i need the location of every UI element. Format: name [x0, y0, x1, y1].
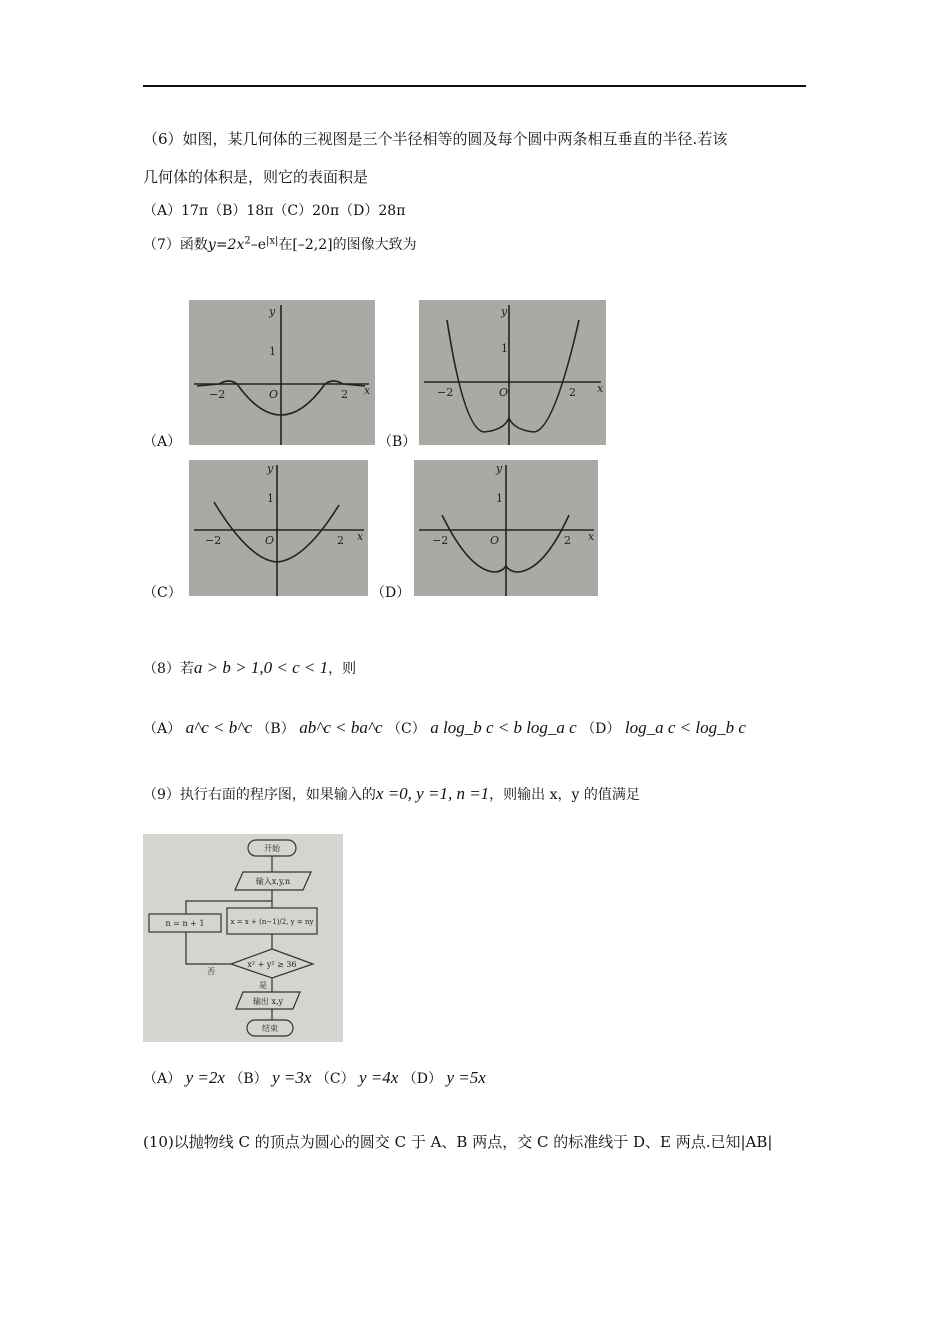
q6-line1: （6）如图，某几何体的三视图是三个半径相等的圆及每个圆中两条相互垂直的半径.若该	[143, 130, 728, 148]
q7-suffix: 在[–2,2]的图像大致为	[278, 237, 417, 253]
q6-options: （A）17π（B）18π（C）20π（D）28π	[143, 203, 406, 219]
q8-condition: a > b > 1,0 < c < 1	[193, 658, 329, 677]
q8-opt-c-label: （C）	[387, 721, 426, 737]
axis-x-label: x	[357, 530, 364, 543]
flow-update: x = x + (n−1)/2, y = ny	[230, 918, 314, 926]
origin-label: O	[490, 534, 500, 547]
q8-stem	[143, 658, 356, 678]
tick-2: 2	[569, 386, 576, 399]
q9-opt-a: y =2x	[185, 1068, 225, 1087]
q8-opt-c: a log_b c < b log_a c	[430, 718, 577, 737]
q7-prefix: （7）函数	[143, 237, 208, 253]
q10-stem: (10)以抛物线 C 的顶点为圆心的圆交 C 于 A、B 两点，交 C 的标准线于 D、E 两点.已知|AB|	[143, 1133, 773, 1151]
q7-exp1: 2	[244, 235, 251, 247]
q8-prefix: （8）若	[143, 661, 194, 677]
tick-2: 2	[564, 534, 571, 547]
axis-x-label: x	[588, 530, 595, 543]
flow-condition: x² + y² ≥ 36	[247, 960, 297, 969]
graph-b	[419, 300, 606, 445]
axis-y-label: y	[496, 462, 503, 475]
origin-label: O	[265, 534, 275, 547]
q9-opt-b: y =3x	[272, 1068, 312, 1087]
q8-opt-a: a^c < b^c	[185, 718, 252, 737]
q8-options	[143, 718, 746, 738]
tick-2: 2	[337, 534, 344, 547]
q8-opt-b: ab^c < ba^c	[299, 718, 383, 737]
q7-stem	[143, 234, 417, 254]
tick-neg2: −2	[205, 534, 222, 547]
q9-values: x =0, y =1, n =1	[375, 784, 490, 803]
q9-opt-a-label: （A）	[143, 1071, 182, 1087]
graph-c	[189, 460, 368, 596]
q7-func: y=2x	[207, 237, 245, 253]
q6-line2: 几何体的体积是，则它的表面积是	[143, 168, 369, 186]
q9-stem	[143, 784, 640, 804]
flow-start: 开始	[264, 844, 280, 853]
flow-output: 输出 x,y	[252, 997, 284, 1006]
tick-1: 1	[501, 342, 508, 355]
q9-suffix: ，则输出 x，y 的值满足	[489, 787, 640, 803]
axis-y-label: y	[269, 305, 276, 318]
q9-opt-c-label: （C）	[315, 1071, 355, 1087]
flow-yes: 是	[259, 981, 267, 990]
flow-no: 否	[207, 967, 215, 976]
q9-opt-b-label: （B）	[229, 1071, 268, 1087]
q9-opt-d: y =5x	[446, 1068, 486, 1087]
q9-prefix: （9）执行右面的程序图，如果输入的	[143, 787, 376, 803]
graph-a	[189, 300, 375, 445]
q8-opt-d-label: （D）	[581, 721, 621, 737]
origin-label: O	[269, 388, 279, 401]
graph-label-c: （C）	[143, 585, 182, 601]
q9-options	[143, 1068, 486, 1088]
q8-opt-a-label: （A）	[143, 721, 182, 737]
flow-end: 结束	[262, 1024, 278, 1033]
q8-suffix: ，则	[328, 661, 357, 677]
axis-x-label: x	[597, 382, 604, 395]
axis-y-label: y	[267, 462, 274, 475]
q7-mid: –e	[250, 237, 267, 253]
axis-y-label: y	[501, 305, 508, 318]
graph-label-b: （B）	[378, 434, 417, 450]
graph-label-a: （A）	[143, 434, 182, 450]
tick-neg2: −2	[432, 534, 449, 547]
tick-2: 2	[341, 388, 348, 401]
axis-x-label: x	[364, 384, 371, 397]
q8-opt-d: log_a c < log_b c	[624, 718, 746, 737]
tick-neg2: −2	[437, 386, 454, 399]
q9-opt-d-label: （D）	[402, 1071, 443, 1087]
q9-opt-c: y =4x	[359, 1068, 399, 1087]
graph-label-d: （D）	[371, 585, 411, 601]
tick-1: 1	[267, 492, 274, 505]
q7-exp2: |x|	[266, 235, 279, 247]
graph-d	[414, 460, 598, 596]
q8-opt-b-label: （B）	[256, 721, 295, 737]
flowchart	[143, 834, 343, 1042]
header-rule	[143, 85, 806, 87]
tick-1: 1	[496, 492, 503, 505]
flow-increment: n = n + 1	[165, 919, 205, 928]
origin-label: O	[499, 386, 509, 399]
tick-1: 1	[269, 345, 276, 358]
tick-neg2: −2	[209, 388, 226, 401]
flow-input: 输入x,y,n	[255, 877, 291, 886]
